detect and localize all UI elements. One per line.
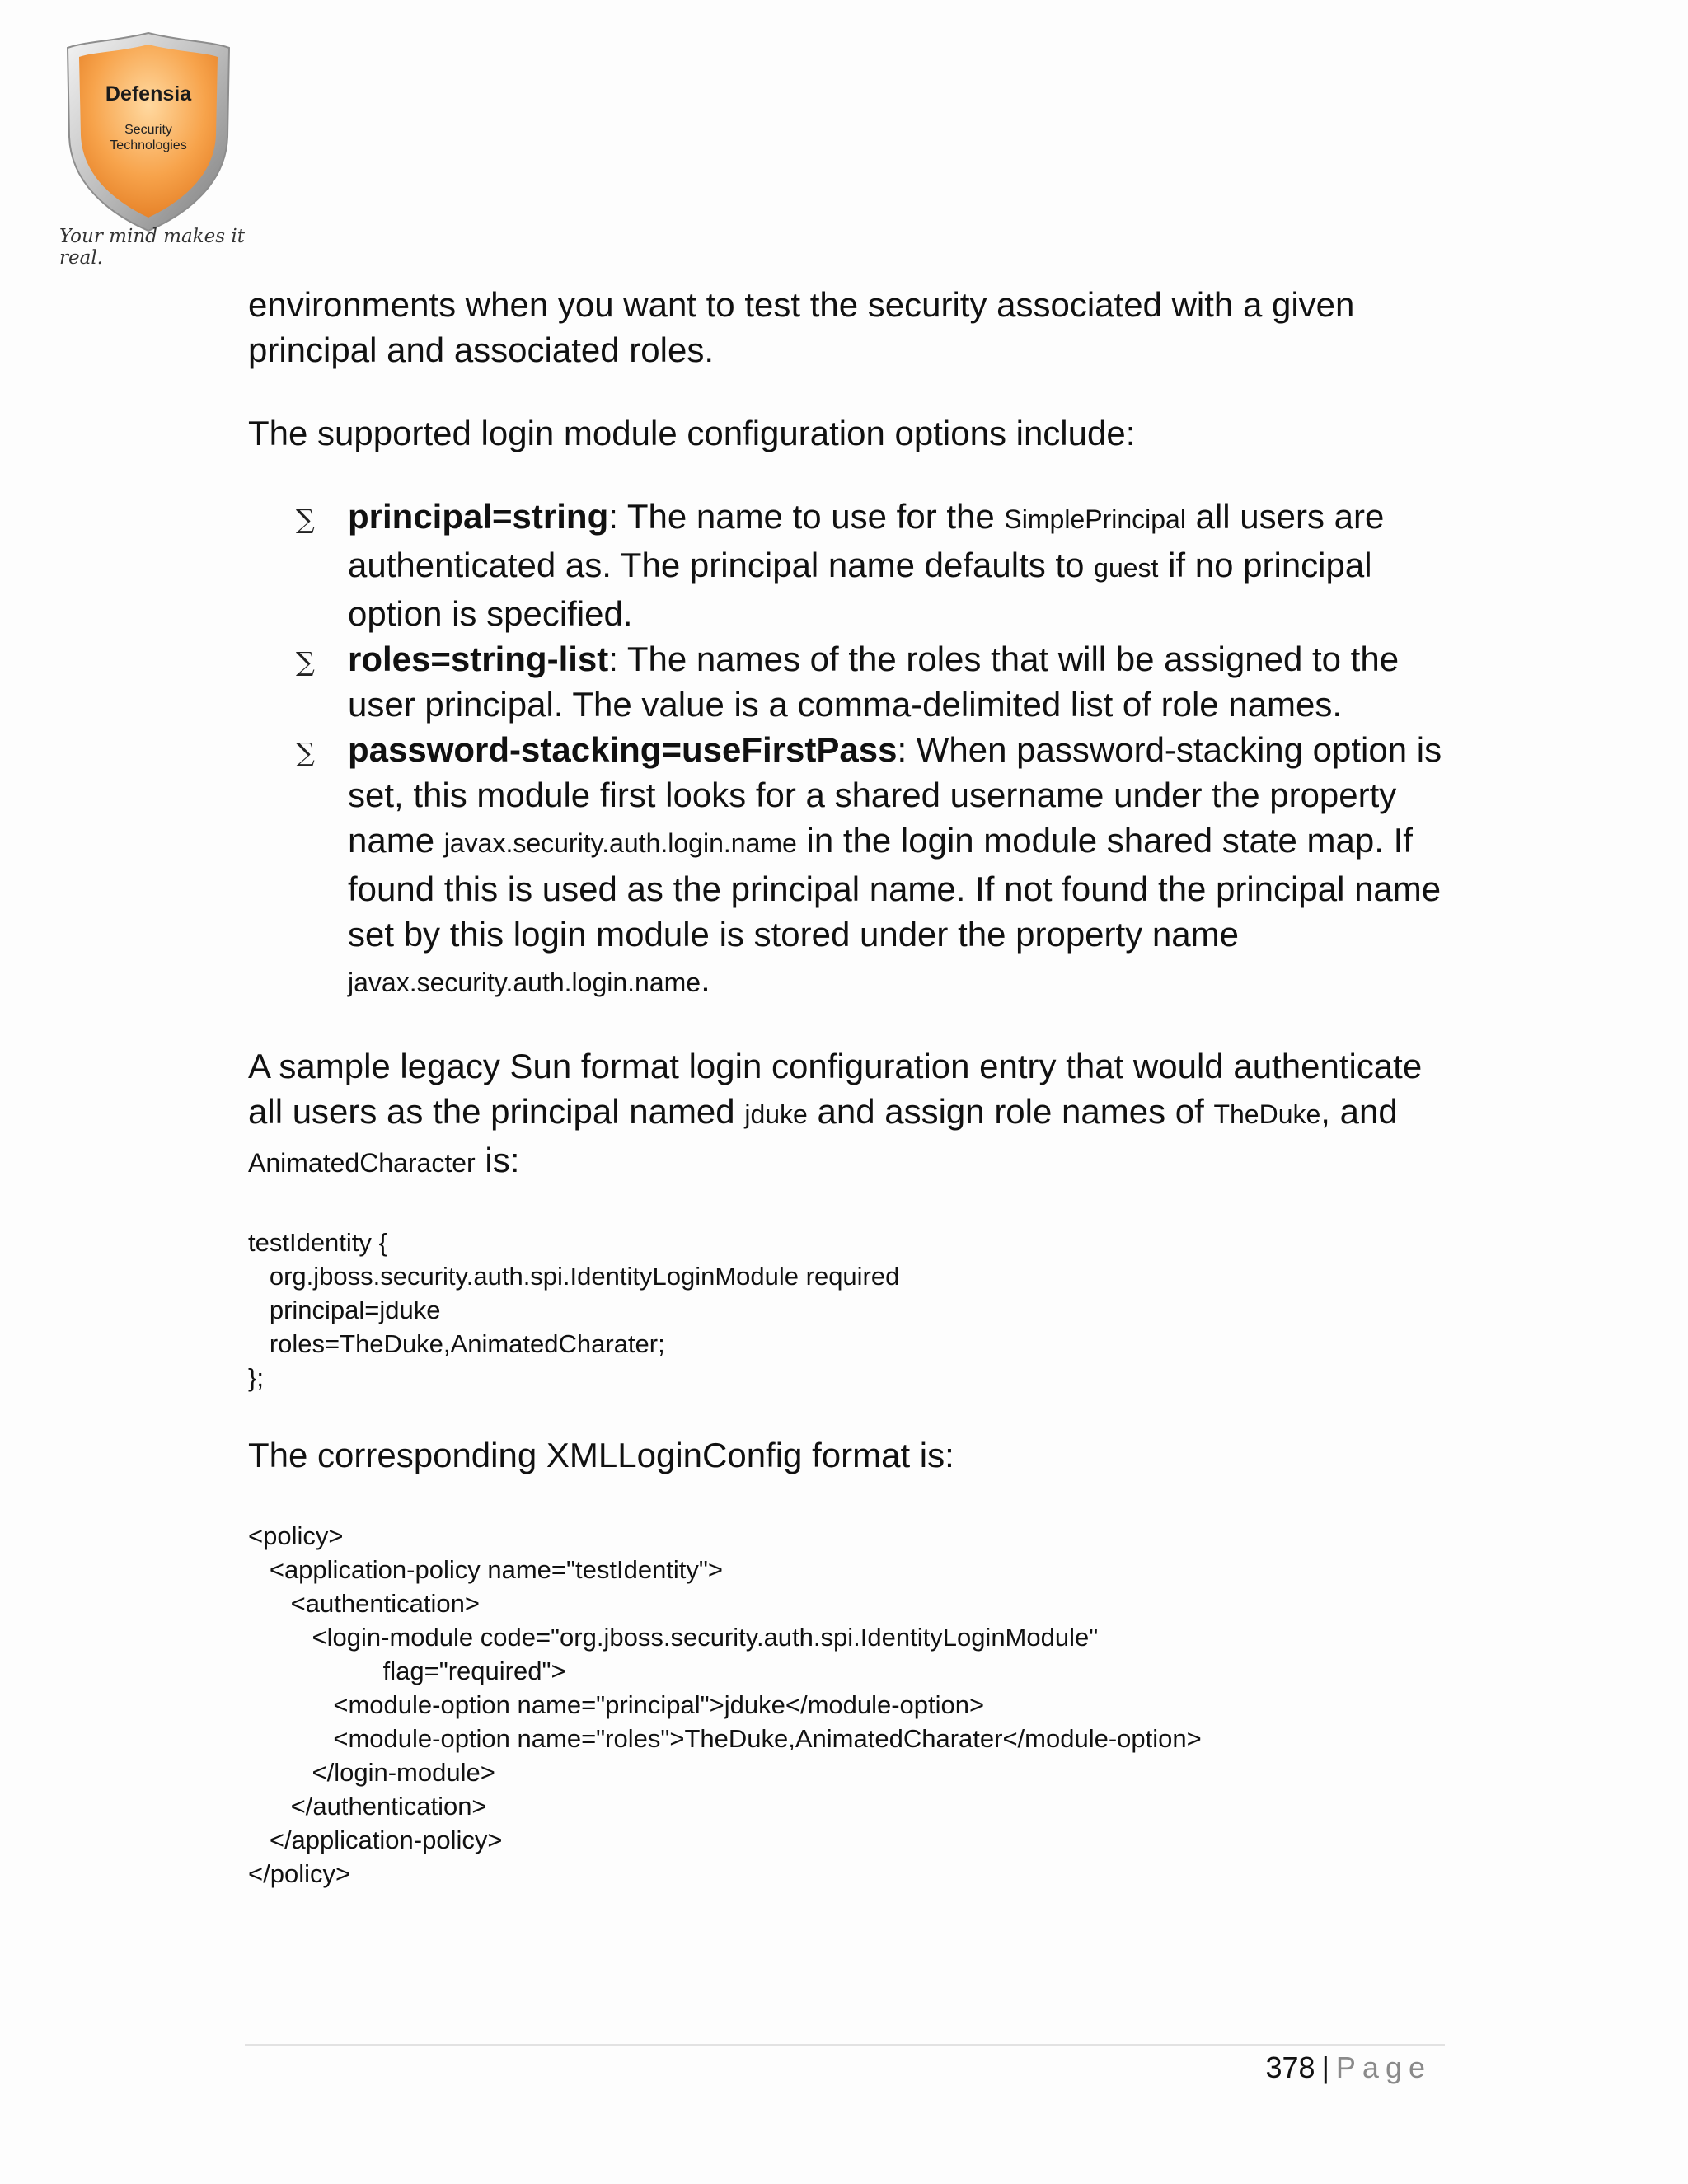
sample-text: and assign role names of: [807, 1092, 1214, 1131]
option-text: : When password-stacking option is set, this module first looks for a shared username under the property name: [348, 730, 1442, 860]
inline-code: SimplePrincipal: [1004, 504, 1186, 534]
sigma-bullet-icon: ∑: [296, 504, 315, 535]
option-term: principal=string: [348, 497, 609, 536]
list-item-password-stacking: [248, 727, 1451, 1005]
paragraph-sample: [248, 1043, 1451, 1186]
shield-logo-icon: [58, 30, 239, 236]
option-term: roles=string-list: [348, 640, 609, 678]
footer-divider: [245, 2044, 1445, 2046]
logo-brand: Defensia: [105, 82, 192, 105]
page-number: 378: [1265, 2050, 1315, 2084]
code-block-xml-format: <policy> <application-policy name="testIdentity"> <authentication> <login-module code="org.jboss.security.auth.spi.IdentityLoginModule" flag="required"> <module-option name="principal">jduke</module-option> <module-option name="roles">TheDuke,AnimatedCharater</module-option> </login-module> </authentication> </application-policy> </policy>: [248, 1521, 1202, 1888]
sample-text: , and: [1320, 1092, 1398, 1131]
option-text: : The name to use for the: [608, 497, 1005, 536]
company-logo: [58, 30, 239, 252]
page-content: [248, 282, 1451, 1891]
code-block-sun-format: testIdentity { org.jboss.security.auth.spi.IdentityLoginModule required principal=jduke roles=TheDuke,AnimatedCharater; };: [248, 1228, 900, 1392]
inline-code: AnimatedCharacter: [248, 1148, 476, 1178]
inline-code: javax.security.auth.login.name: [443, 828, 797, 858]
list-item-roles: [248, 636, 1451, 727]
inline-code: jduke: [744, 1099, 808, 1129]
sigma-bullet-icon: ∑: [296, 646, 315, 677]
options-list: [248, 494, 1451, 1005]
inline-code: guest: [1094, 553, 1159, 583]
paragraph-environments: environments when you want to test the security associated with a given principal and associated roles.: [248, 285, 1355, 369]
logo-tagline: Your mind makes it real.: [59, 226, 245, 269]
page-label: Page: [1335, 2050, 1432, 2084]
inline-code: TheDuke: [1213, 1099, 1321, 1129]
option-text: in the login module shared state map. If found this is used as the principal name. If not found the principal name set by this login module is stored under the property name: [348, 821, 1442, 954]
option-text: if no principal option is specified.: [348, 546, 1372, 633]
page-footer: [1265, 2047, 1432, 2088]
paragraph-options-intro: The supported login module configuration options include:: [248, 414, 1136, 452]
logo-sub1: Security: [124, 123, 172, 137]
option-text: all users are authenticated as. The principal name defaults to: [348, 497, 1385, 584]
inline-code: javax.security.auth.login.name: [348, 968, 701, 997]
option-term: password-stacking=useFirstPass: [348, 730, 898, 769]
sigma-bullet-icon: ∑: [296, 737, 315, 768]
footer-separator: |: [1321, 2050, 1329, 2084]
logo-sub2: Technologies: [110, 138, 187, 152]
paragraph-xml-intro: The corresponding XMLLoginConfig format is:: [248, 1436, 954, 1474]
sample-text: A sample legacy Sun format login configuration entry that would authenticate all users as the principal named: [248, 1047, 1423, 1131]
option-text: .: [701, 960, 710, 999]
sample-text: is:: [475, 1141, 520, 1179]
list-item-principal: [248, 494, 1451, 636]
option-text: : The names of the roles that will be assigned to the user principal. The value is a comma-delimited list of role names.: [348, 640, 1400, 724]
